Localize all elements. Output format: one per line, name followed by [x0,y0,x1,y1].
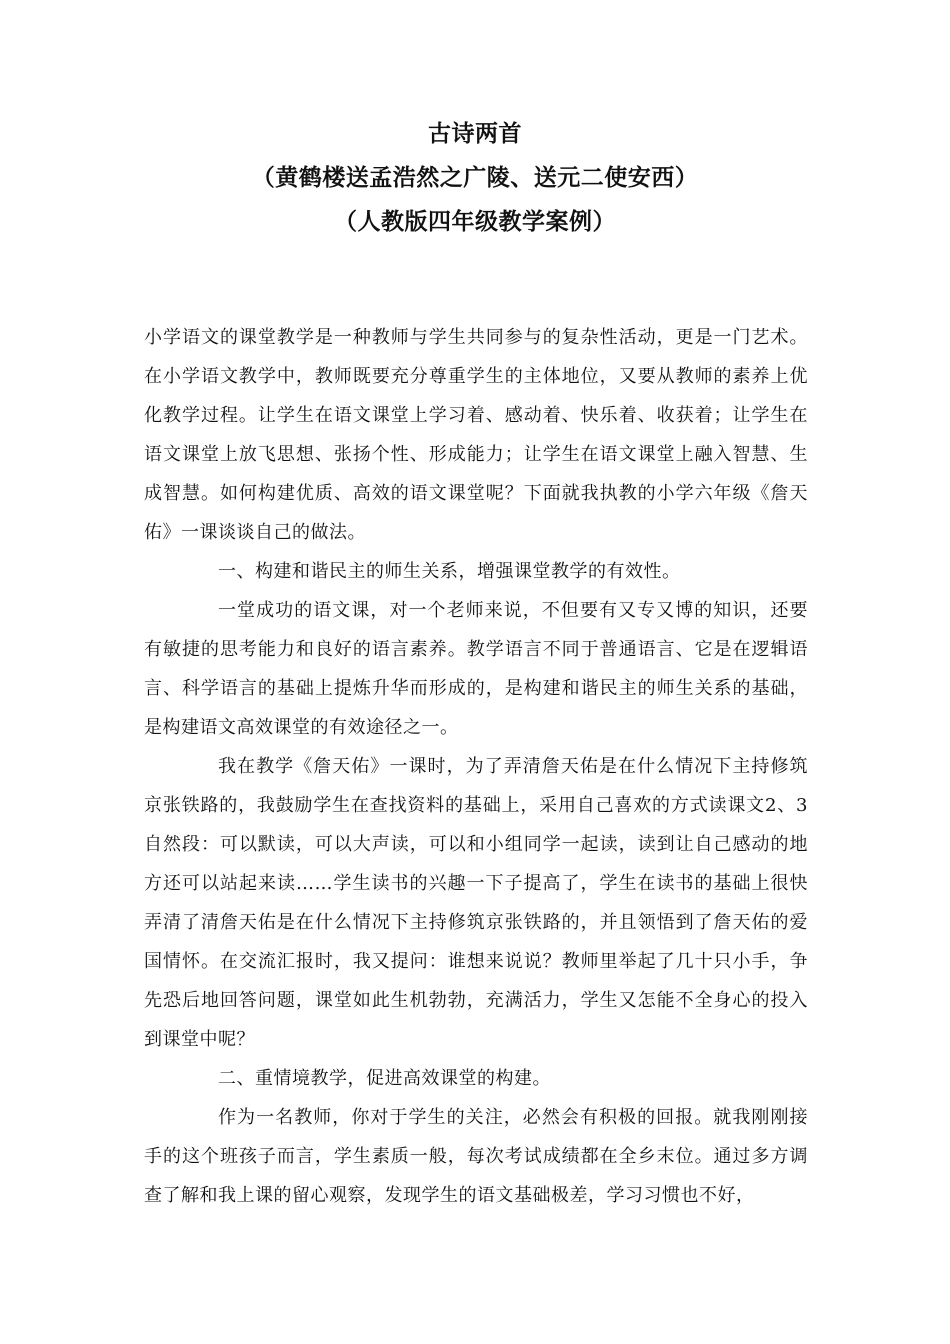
title-line-subtitle: （黄鹤楼送孟浩然之广陵、送元二使安西） [251,165,699,191]
section-heading-1: 一、构建和谐民主的师生关系，增强课堂教学的有效性。 [218,561,681,582]
paragraph-section-1-a: 一堂成功的语文课，对一个老师来说，不但要有又专又博的知识，还要有敏捷的思考能力和良好的语言素养。教学语言不同于普通语言、它是在逻辑语言、科学语言的基础上提炼升华而形成的，是构建和谐民主的师生关系的基础，是构建语文高效课堂的有效途径之一。 [144,600,808,738]
paragraph-section-1-b: 我在教学《詹天佑》一课时，为了弄清詹天佑是在什么情况下主持修筑京张铁路的，我鼓励学生在查找资料的基础上，采用自己喜欢的方式读课文2、3自然段：可以默读，可以大声读，可以和小组同学一起读，读到让自己感动的地方还可以站起来读……学生读书的兴趣一下子提高了，学生在读书的基础上很快弄清了清詹天佑是在什么情况下主持修筑京张铁路的，并且领悟到了詹天佑的爱国情怀。在交流汇报时，我又提问：谁想来说说？教师里举起了几十只小手，争先恐后地回答问题，课堂如此生机勃勃，充满活力，学生又怎能不全身心的投入到课堂中呢？ [144,756,808,1050]
paragraph-section-2-a: 作为一名教师，你对于学生的关注，必然会有积极的回报。就我刚刚接手的这个班孩子而言，学生素质一般，每次考试成绩都在全乡末位。通过多方调查了解和我上课的留心观察，发现学生的语文基础极差，学习习惯也不好， [144,1107,808,1206]
paragraph-intro: 小学语文的课堂教学是一种教师与学生共同参与的复杂性活动，更是一门艺术。在小学语文教学中，教师既要充分尊重学生的主体地位，又要从教师的素养上优化教学过程。让学生在语文课堂上学习着、感动着、快乐着、收获着；让学生在语文课堂上放飞思想、张扬个性、形成能力；让学生在语文课堂上融入智慧、生成智慧。如何构建优质、高效的语文课堂呢？下面就我执教的小学六年级《詹天佑》一课谈谈自己的做法。 [144,327,808,543]
document-title [0,112,950,244]
section-heading-2: 二、重情境教学，促进高效课堂的构建。 [218,1068,551,1089]
title-line-main: 古诗两首 [428,121,522,147]
title-line-edition: （人教版四年级教学案例） [334,209,616,235]
document-body [144,318,808,1215]
